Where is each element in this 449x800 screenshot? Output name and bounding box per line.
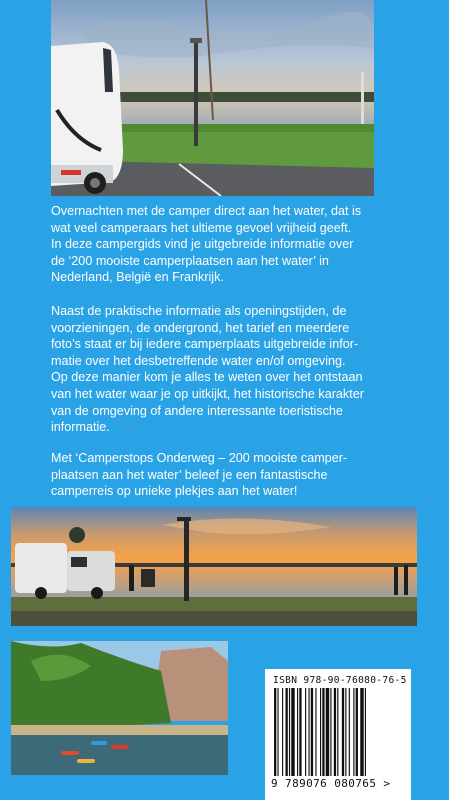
barcode-bar [289,688,290,776]
barcode-bar [360,688,363,776]
barcode-bar [282,688,283,776]
closing-paragraph: Met ‘Camperstops Onderweg – 200 mooiste camper- plaatsen aan het water’ beleef je een fantastische camperreis op unieke plekjes aan het water! [51,451,348,499]
barcode-bar [291,688,294,776]
barcode-bar [297,688,298,776]
barcode-label [265,669,411,800]
isbn-number: ISBN 978-90-76080-76-5 [273,675,407,686]
barcode-bar [315,688,316,776]
barcode-bar [334,688,336,776]
photo-sunset-water [11,507,417,626]
barcode-bar [305,688,306,776]
photo-camper-at-lake [51,0,374,196]
info-paragraph: Naast de praktische informatie als openingstijden, de voorzieningen, de ondergrond, het tarief en meerdere foto’s staat er bij iedere camperplaats uitgebreide infor- matie over het desbetreffende water en/of omgeving. Op deze manier kom je alles te weten over het ontstaan van het water waar je op uitkijkt, het historische karakter van de omgeving of andere interessante toeristische informatie. [51,304,364,435]
barcode-bar [277,688,278,776]
barcode-bars [272,688,404,776]
barcode-bar [309,688,310,776]
photo-kayaks-river [11,641,228,775]
barcode-bar [356,688,358,776]
barcode-bar [349,688,350,776]
intro-paragraph: Overnachten met de camper direct aan het water, dat is wat veel camperaars het ultieme gevoel vrijheid geeft. In deze campergids vind je uitgebreide informatie over de ‘200 mooiste camperplaatsen aan het water’ in Nederland, België en Frankrijk. [51,204,362,285]
barcode-bar [274,688,276,776]
barcode-bar [365,688,366,776]
barcode-bar [326,688,329,776]
barcode-bar [353,688,354,776]
barcode-digits: 9 789076 080765 > [271,777,391,790]
barcode-bar [322,688,324,776]
barcode-bar [337,688,338,776]
barcode-bar [342,688,344,776]
barcode-bar [345,688,346,776]
barcode-bar [330,688,331,776]
barcode-bar [311,688,313,776]
barcode-bar [286,688,288,776]
barcode-bar [299,688,301,776]
barcode-bar [320,688,321,776]
